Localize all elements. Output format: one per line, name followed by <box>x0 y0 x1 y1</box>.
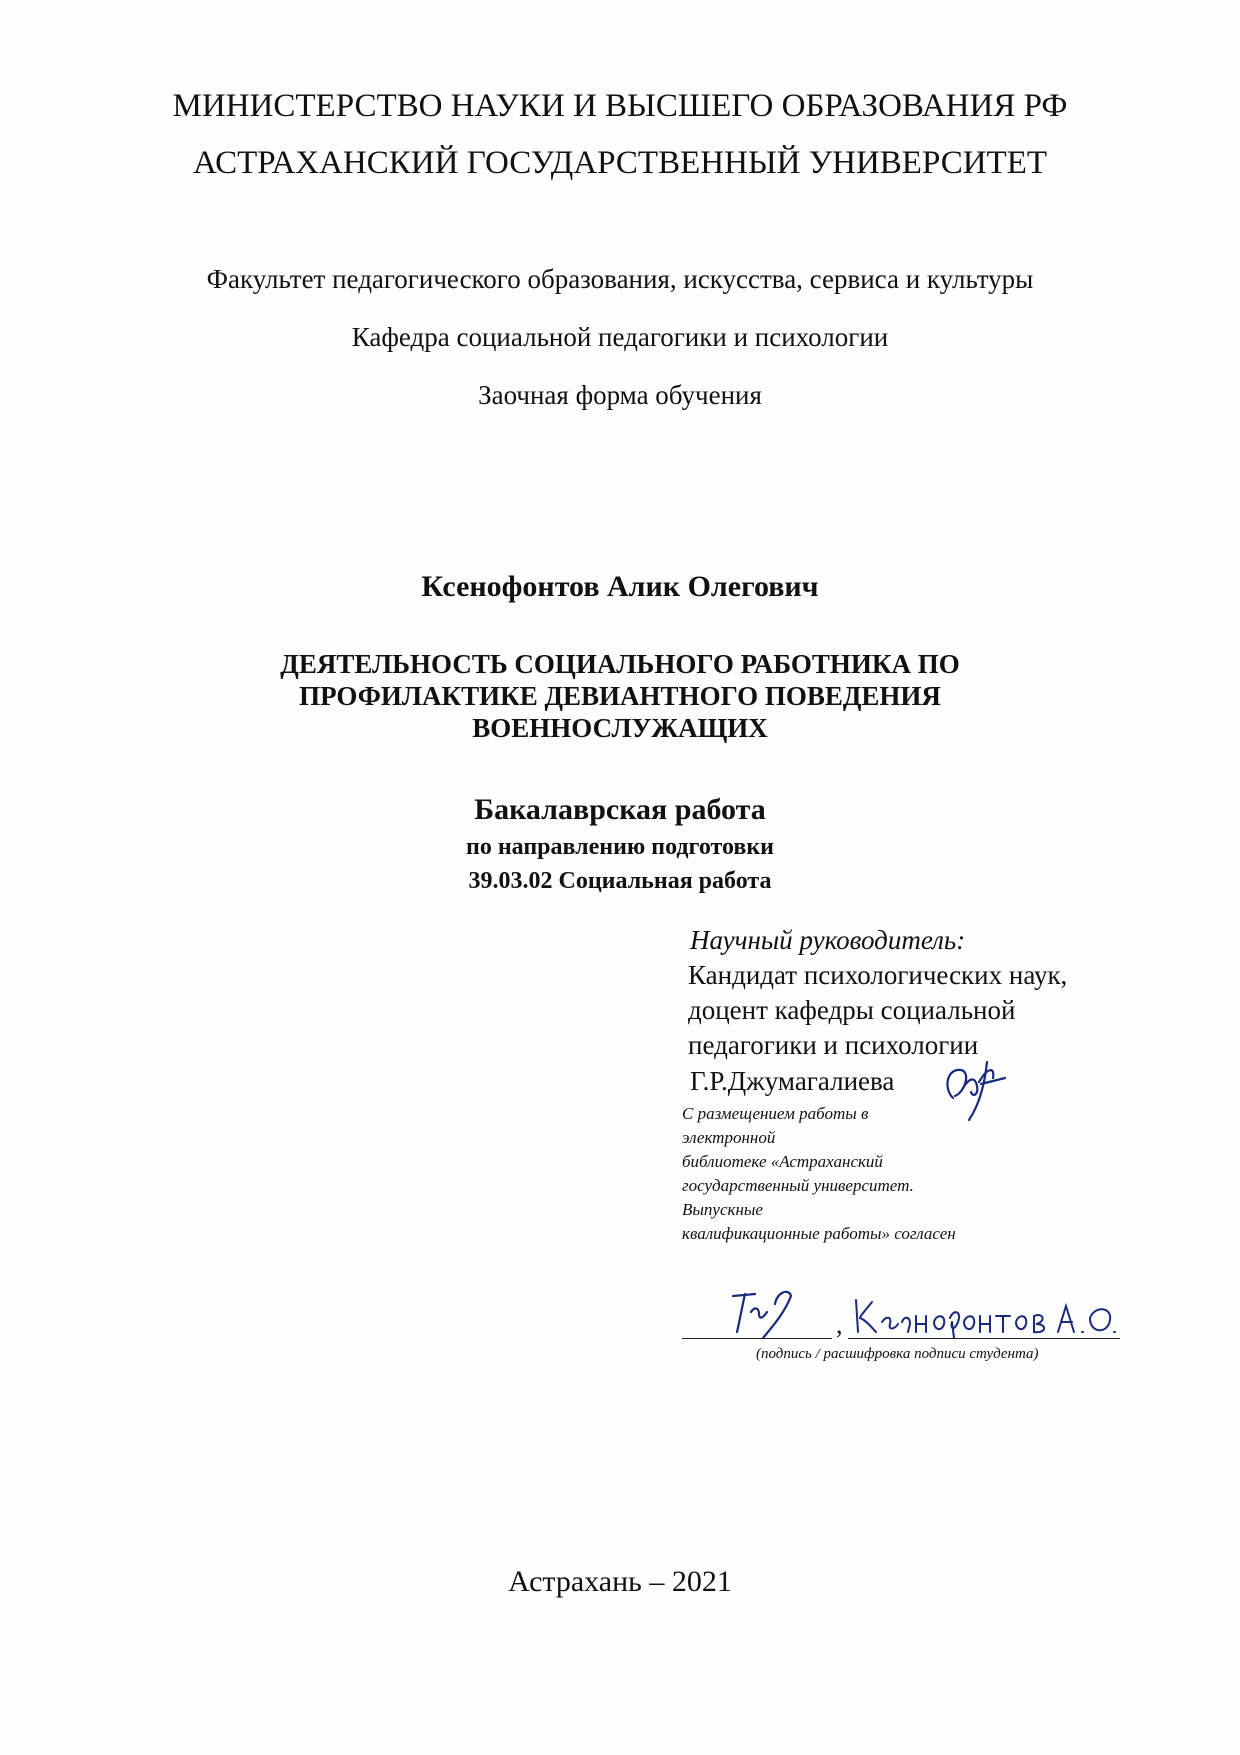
department-name: Кафедра социальной педагогики и психологии <box>351 322 889 352</box>
thesis-title-line: ПРОФИЛАКТИКЕ ДЕВИАНТНОГО ПОВЕДЕНИЯ <box>299 681 941 711</box>
supervisor-degree: Кандидат психологических наук, <box>688 960 1068 990</box>
consent-line: государственный университет. <box>682 1176 914 1195</box>
consent-line: Выпускные <box>682 1200 763 1219</box>
student-signature <box>715 1282 835 1342</box>
ministry-name: МИНИСТЕРСТВО НАУКИ И ВЫСШЕГО ОБРАЗОВАНИЯ РФ <box>172 88 1068 124</box>
consent-statement <box>682 1102 1102 1246</box>
supervisor-position: доцент кафедры социальной <box>688 995 1016 1025</box>
signature-separator: , <box>836 1310 843 1339</box>
student-handwritten-name <box>850 1292 1120 1340</box>
signature-line <box>682 1338 832 1339</box>
consent-line: библиотеке «Астраханский <box>682 1152 883 1171</box>
consent-line: квалификационные работы» согласен <box>682 1224 956 1243</box>
work-type: Бакалаврская работа <box>474 793 766 826</box>
supervisor-label: Научный руководитель: <box>690 925 966 955</box>
thesis-title-line: ВОЕННОСЛУЖАЩИХ <box>472 713 768 743</box>
supervisor-department: педагогики и психологии <box>688 1030 979 1060</box>
signature-caption: (подпись / расшифровка подписи студента) <box>756 1346 1039 1362</box>
author-name: Ксенофонтов Алик Олегович <box>421 570 819 603</box>
thesis-title-line: ДЕЯТЕЛЬНОСТЬ СОЦИАЛЬНОГО РАБОТНИКА ПО <box>280 649 960 679</box>
study-form: Заочная форма обучения <box>478 380 762 410</box>
faculty-name: Факультет педагогического образования, искусства, сервиса и культуры <box>206 264 1034 294</box>
consent-line: С размещением работы в <box>682 1104 869 1123</box>
thesis-title <box>0 648 1240 744</box>
city-year: Астрахань – 2021 <box>508 1565 732 1598</box>
consent-line: электронной <box>682 1128 776 1147</box>
university-name: АСТРАХАНСКИЙ ГОСУДАРСТВЕННЫЙ УНИВЕРСИТЕТ <box>192 145 1048 181</box>
work-code: 39.03.02 Социальная работа <box>468 868 772 894</box>
signature-transcript-line <box>848 1338 1120 1339</box>
supervisor-name: Г.Р.Джумагалиева <box>690 1066 895 1096</box>
work-direction: по направлению подготовки <box>465 834 775 860</box>
